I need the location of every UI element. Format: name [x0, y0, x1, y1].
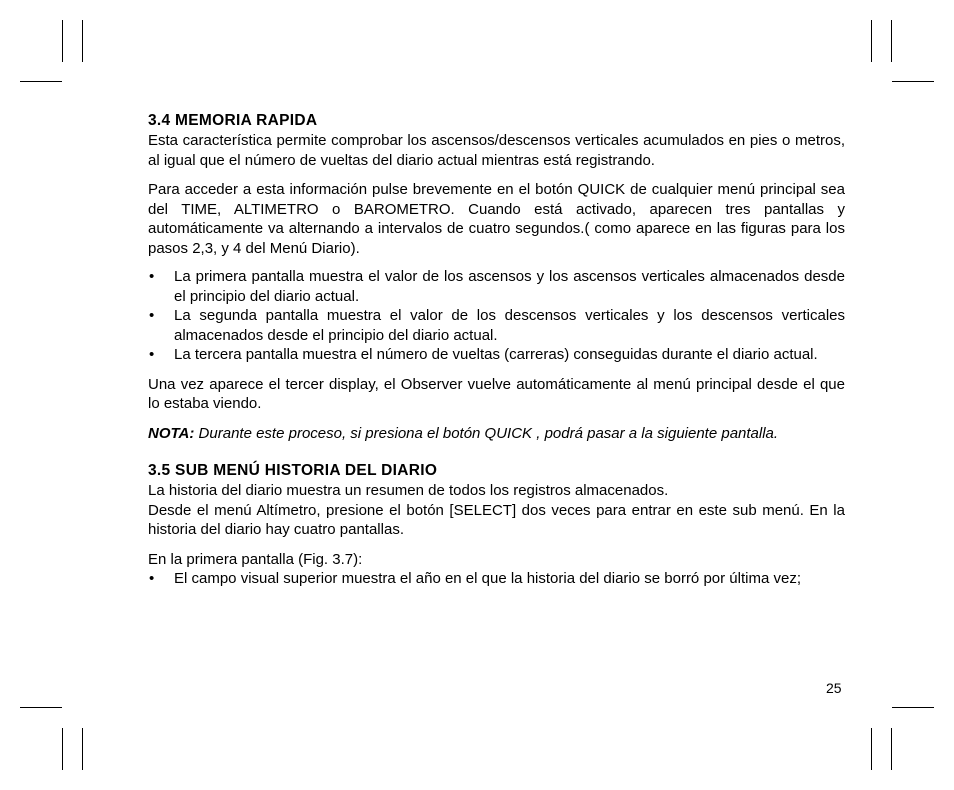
section-heading-historia-diario: 3.5 SUB MENÚ HISTORIA DEL DIARIO — [148, 462, 438, 479]
crop-mark — [62, 728, 63, 770]
note — [148, 424, 845, 444]
paragraph: Una vez aparece el tercer display, el Observer vuelve automáticamente al menú principal desde el que lo estaba viendo. — [148, 375, 845, 412]
list-item: • El campo visual superior muestra el año en el que la historia del diario se borró por última vez; — [148, 569, 845, 589]
paragraph: Desde el menú Altímetro, presione el botón [SELECT] dos veces para entrar en este sub menú. En la historia del diario hay cuatro pantallas. — [148, 501, 845, 538]
crop-mark — [891, 728, 892, 770]
crop-mark — [62, 20, 63, 62]
crop-mark — [871, 20, 872, 62]
list-item: • La segunda pantalla muestra el valor de los descensos verticales y los descensos verticales almacenados desde el principio del diario actual. — [148, 306, 845, 345]
bullet-list — [148, 267, 845, 365]
crop-mark — [871, 728, 872, 770]
section-heading-memoria-rapida: 3.4 MEMORIA RAPIDA — [148, 112, 318, 129]
page-number: 25 — [826, 680, 842, 696]
crop-mark — [82, 20, 83, 62]
paragraph: Esta característica permite comprobar los ascensos/descensos verticales acumulados en pies o metros, al igual que el número de vueltas del diario actual mientras está registrando. — [148, 132, 845, 169]
paragraph: En la primera pantalla (Fig. 3.7): — [148, 550, 363, 568]
note-label: NOTA: — [148, 424, 195, 442]
crop-mark — [82, 728, 83, 770]
paragraph: La historia del diario muestra un resumen de todos los registros almacenados. — [148, 482, 669, 499]
paragraph: Para acceder a esta información pulse brevemente en el botón QUICK de cualquier menú principal sea del TIME, ALTIMETRO o BAROMETRO. Cuando está activado, aparecen tres pantallas y automáticamente va alternando a intervalos de cuatro segundos.( como aparece en las figuras para los pasos 2,3, y 4 del Menú Diario). — [148, 181, 845, 257]
page-content — [148, 111, 845, 589]
bullet-list — [148, 569, 845, 589]
note-text: Durante este proceso, si presiona el botón QUICK , podrá pasar a la siguiente pantalla. — [194, 424, 779, 442]
crop-mark — [20, 81, 62, 82]
list-item: • La tercera pantalla muestra el número de vueltas (carreras) conseguidas durante el diario actual. — [148, 345, 845, 365]
crop-mark — [891, 20, 892, 62]
crop-mark — [20, 707, 62, 708]
crop-mark — [892, 707, 934, 708]
list-item: • La primera pantalla muestra el valor de los ascensos y los ascensos verticales almacenados desde el principio del diario actual. — [148, 267, 845, 306]
crop-mark — [892, 81, 934, 82]
